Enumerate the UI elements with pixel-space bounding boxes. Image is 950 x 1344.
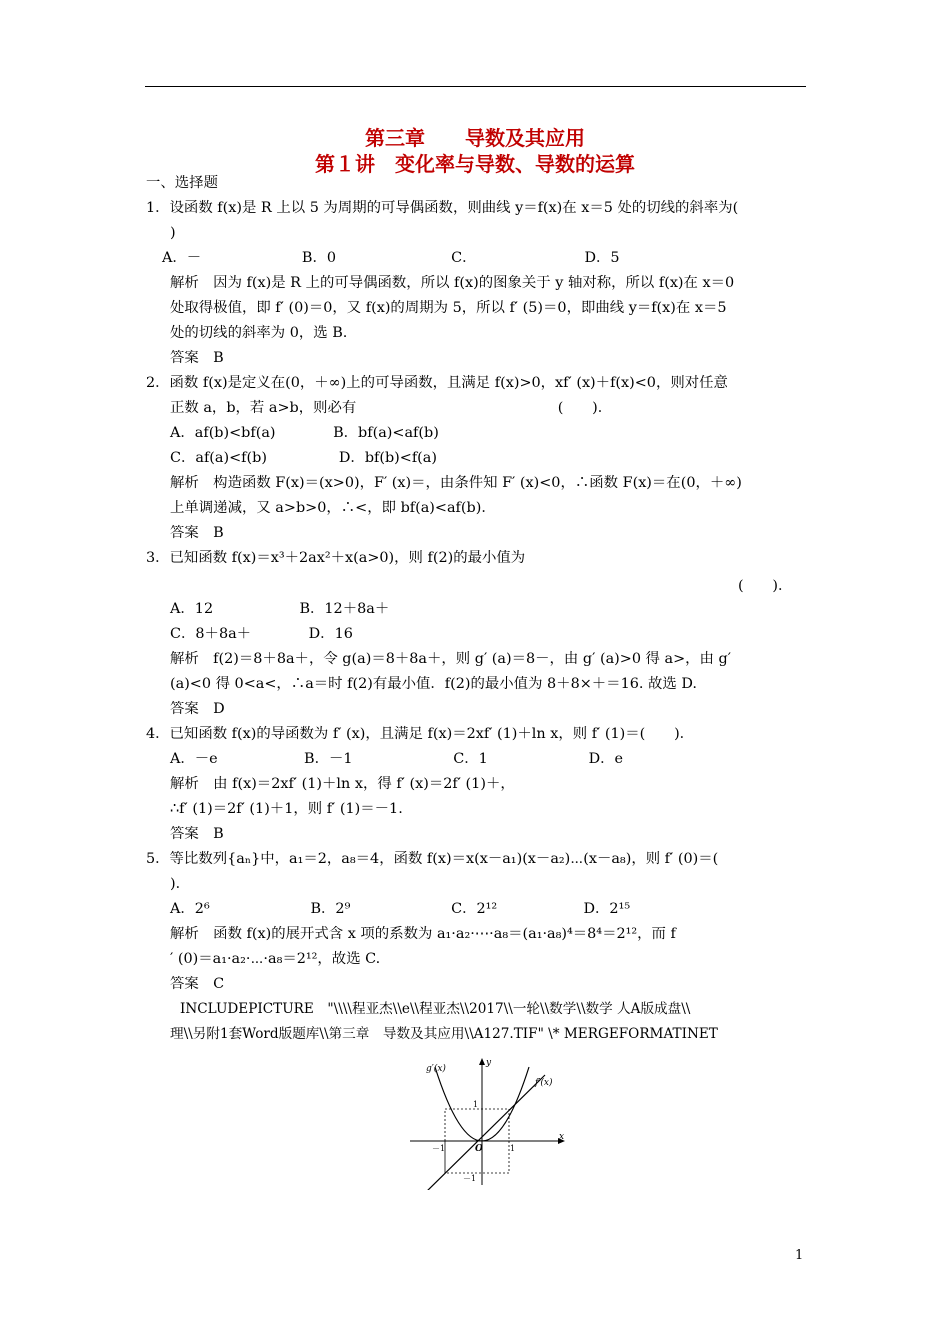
tick-label-x-1: 1 bbox=[510, 1144, 516, 1153]
f-prime-label: f′(x) bbox=[535, 1078, 553, 1088]
includepicture-field: INCLUDEPICTURE "\\\\程亚杰\\e\\程亚杰\\2017\\一轮\\数学\\数学 人A版成盘\\ bbox=[180, 1001, 691, 1017]
question-2-stem: 2．函数 f(x)是定义在(0，＋∞)上的可导函数，且满足 f(x)>0，xf′ (x)＋f(x)<0，则对任意 bbox=[146, 375, 728, 391]
page-number: 1 bbox=[795, 1248, 804, 1263]
question-1-stem-end: ) bbox=[170, 225, 176, 241]
origin-label: O bbox=[475, 1144, 483, 1154]
question-4-stem: 4．已知函数 f(x)的导函数为 f′ (x)，且满足 f(x)＝2xf′ (1)＋ln x，则 f′ (1)＝( )． bbox=[146, 726, 695, 742]
y-axis-label: y bbox=[486, 1058, 492, 1068]
question-5-answer: 答案 C bbox=[170, 976, 225, 992]
question-2-options-cd: C．af(a)<f(b) D．bf(b)<f(a) bbox=[170, 450, 437, 466]
question-1-answer: 答案 B bbox=[170, 350, 224, 366]
question-5-stem: 5．等比数列{aₙ}中，a₁＝2，a₈＝4，函数 f(x)＝x(x－a₁)(x－a₂)⋯(x－a₈)，则 f′ (0)＝( bbox=[146, 851, 719, 867]
question-1-stem: 1．设函数 f(x)是 R 上以 5 为周期的可导偶函数，则曲线 y＝f(x)在 x＝5 处的切线的斜率为( bbox=[146, 200, 739, 216]
question-3-answer: 答案 D bbox=[170, 701, 225, 717]
question-4-answer: 答案 B bbox=[170, 826, 224, 842]
tick-label-y-neg-1: －1 bbox=[463, 1174, 477, 1183]
question-2-answer: 答案 B bbox=[170, 525, 224, 541]
chapter-title: 第三章 导数及其应用 bbox=[365, 126, 585, 150]
question-3-analysis-2: (a)<0 得 0<a<，∴a＝时 f(2)有最小值．f(2)的最小值为 8＋8×＋＝16. 故选 D. bbox=[170, 676, 697, 692]
question-3-stem: 3．已知函数 f(x)＝x³＋2ax²＋x(a>0)，则 f(2)的最小值为 bbox=[146, 550, 526, 566]
question-3-options-cd: C．8＋8a＋ D．16 bbox=[170, 626, 353, 642]
question-3-bracket: ( )． bbox=[738, 578, 793, 594]
tick-label-y-1: 1 bbox=[473, 1100, 479, 1109]
question-1-analysis-3: 处的切线的斜率为 0，选 B. bbox=[170, 325, 348, 341]
question-1-analysis: 解析 因为 f(x)是 R 上的可导偶函数，所以 f(x)的图象关于 y 轴对称，所以 f(x)在 x＝0 bbox=[170, 275, 735, 291]
question-4-analysis: 解析 由 f(x)＝2xf′ (1)＋ln x，得 f′ (x)＝2f′ (1)＋， bbox=[170, 776, 515, 792]
question-5-stem-end: )． bbox=[170, 876, 191, 892]
question-1-analysis-2: 处取得极值，即 f′ (0)＝0，又 f(x)的周期为 5，所以 f′ (5)＝0，即曲线 y＝f(x)在 x＝5 bbox=[170, 300, 727, 316]
question-1-options: A．－ B．0 C． D．5 bbox=[162, 250, 620, 266]
question-2-analysis: 解析 构造函数 F(x)＝(x>0)，F′ (x)＝，由条件知 F′ (x)<0，∴函数 F(x)＝在(0，＋∞) bbox=[170, 475, 742, 491]
includepicture-field-2: 理\\另附1套Word版题库\\第三章 导数及其应用\\A127.TIF" \* MERGEFORMATINET bbox=[170, 1026, 718, 1042]
lecture-title: 第１讲 变化率与导数、导数的运算 bbox=[315, 152, 635, 176]
question-5-analysis-2: ′ (0)＝a₁·a₂·⋯·a₈＝2¹²，故选 C. bbox=[170, 951, 381, 967]
question-4-analysis-2: ∴f′ (1)＝2f′ (1)＋1，则 f′ (1)＝－1. bbox=[170, 801, 403, 817]
y-axis-arrow bbox=[479, 1058, 485, 1065]
question-3-analysis: 解析 f(2)＝8＋8a＋，令 g(a)＝8＋8a＋，则 g′ (a)＝8－，由 g′ (a)>0 得 a>，由 g′ bbox=[170, 651, 731, 667]
header-rule bbox=[145, 86, 806, 87]
question-5-options: A．2⁶ B．2⁹ C．2¹² D．2¹⁵ bbox=[170, 901, 631, 917]
x-axis-label: x bbox=[559, 1132, 565, 1142]
question-3-options-ab: A．12 B．12＋8a＋ bbox=[170, 601, 390, 617]
question-4-options: A．－e B．－1 C．1 D．e bbox=[170, 751, 624, 767]
question-5-analysis: 解析 函数 f(x)的展开式含 x 项的系数为 a₁·a₂·⋯·a₈＝(a₁·a₈)⁴＝8⁴＝2¹²，而 f bbox=[170, 926, 676, 942]
derivative-graph bbox=[405, 1055, 570, 1190]
tick-label-x-neg-1: －1 bbox=[432, 1144, 446, 1153]
question-2-options-ab: A．af(b)<bf(a) B．bf(a)<af(b) bbox=[170, 425, 439, 441]
g-prime-label: g′(x) bbox=[426, 1064, 446, 1074]
section-heading: 一、选择题 bbox=[146, 175, 218, 191]
question-2-analysis-2: 上单调递减，又 a>b>0，∴<，即 bf(a)<af(b)． bbox=[170, 500, 496, 516]
question-2-stem-2: 正数 a，b，若 a>b，则必有 ( )． bbox=[170, 400, 613, 416]
